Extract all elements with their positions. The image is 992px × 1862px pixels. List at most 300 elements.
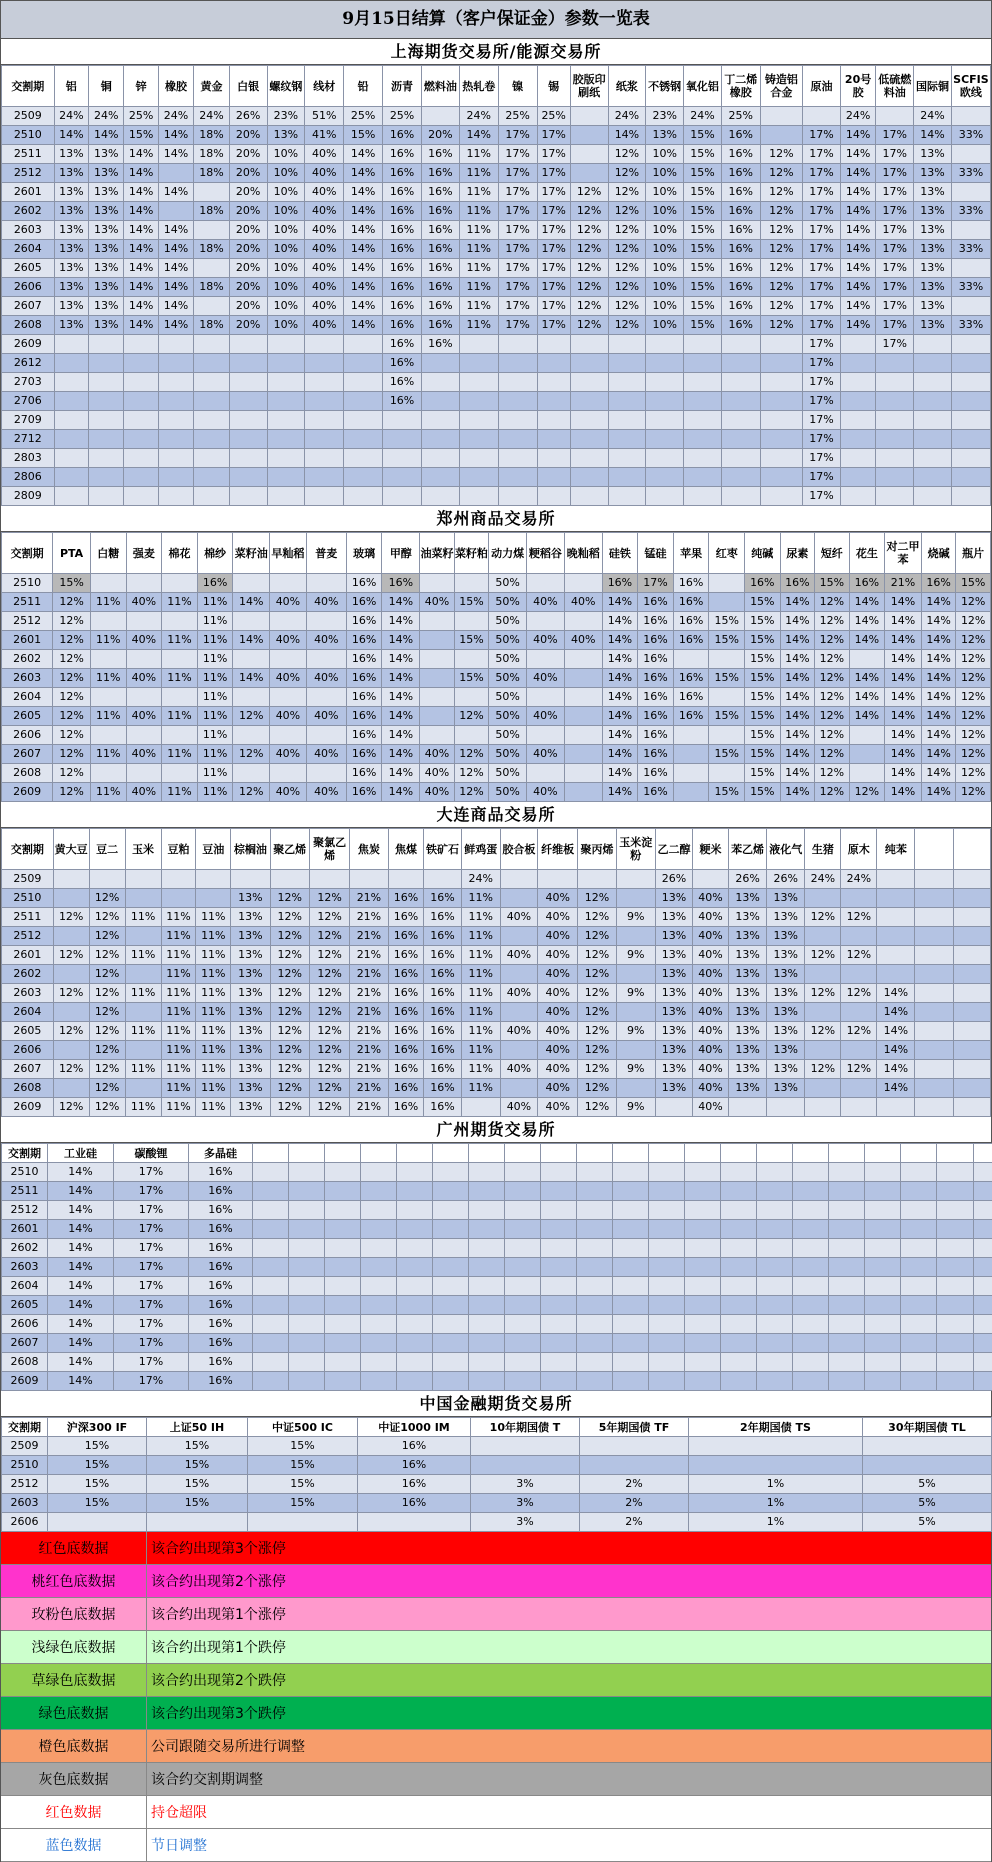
table-row <box>2 183 991 202</box>
margin-cell <box>793 1296 829 1315</box>
contract-month-cell: 2601 <box>2 946 54 965</box>
margin-cell: 12% <box>578 927 616 946</box>
column-header <box>974 1144 992 1163</box>
margin-cell: 12% <box>89 908 125 927</box>
margin-cell: 16% <box>383 202 422 221</box>
margin-cell <box>577 1201 613 1220</box>
margin-cell: 15% <box>745 688 781 707</box>
margin-cell <box>613 1201 649 1220</box>
margin-cell: 16% <box>673 669 709 688</box>
margin-cell <box>537 870 577 889</box>
margin-cell <box>937 1353 974 1372</box>
margin-cell: 12% <box>53 650 91 669</box>
margin-cell: 11% <box>161 1003 196 1022</box>
margin-cell: 12% <box>956 745 991 764</box>
margin-cell: 12% <box>270 965 309 984</box>
margin-cell <box>229 392 267 411</box>
legend-row <box>1 1631 991 1664</box>
margin-cell <box>841 927 877 946</box>
margin-cell <box>420 707 454 726</box>
margin-cell: 21% <box>350 1022 388 1041</box>
margin-cell: 12% <box>815 783 849 802</box>
margin-cell <box>974 1163 992 1182</box>
margin-cell: 13% <box>88 316 123 335</box>
margin-cell <box>805 889 841 908</box>
margin-cell: 20% <box>229 145 267 164</box>
margin-cell <box>757 1220 793 1239</box>
margin-cell: 12% <box>89 889 125 908</box>
margin-cell <box>325 1334 361 1353</box>
margin-cell: 16% <box>388 984 424 1003</box>
margin-cell <box>459 373 498 392</box>
margin-cell <box>147 1513 248 1532</box>
column-header: 玻璃 <box>346 533 382 574</box>
margin-cell: 11% <box>461 984 500 1003</box>
margin-cell <box>646 335 684 354</box>
margin-cell: 12% <box>89 1041 125 1060</box>
margin-cell: 11% <box>90 631 126 650</box>
margin-cell <box>937 1296 974 1315</box>
margin-cell: 50% <box>489 612 527 631</box>
margin-cell <box>270 764 307 783</box>
margin-cell: 40% <box>537 1098 577 1117</box>
margin-cell <box>397 1334 433 1353</box>
margin-cell: 24% <box>88 107 123 126</box>
margin-cell: 12% <box>270 1041 309 1060</box>
margin-cell <box>649 1372 685 1391</box>
margin-cell <box>915 1003 953 1022</box>
column-header: 豆二 <box>89 829 125 870</box>
margin-cell <box>325 1239 361 1258</box>
margin-cell: 12% <box>760 316 802 335</box>
margin-cell: 11% <box>197 593 233 612</box>
margin-cell <box>760 107 802 126</box>
column-header: 上证50 IH <box>147 1418 248 1437</box>
margin-cell <box>498 487 537 506</box>
margin-cell <box>541 1258 577 1277</box>
margin-cell: 15% <box>344 126 383 145</box>
margin-cell: 14% <box>780 764 814 783</box>
margin-cell <box>541 1163 577 1182</box>
margin-cell: 12% <box>815 707 849 726</box>
margin-cell: 14% <box>602 764 638 783</box>
margin-cell <box>805 927 841 946</box>
legend-description: 该合约出现第1个涨停 <box>147 1598 991 1630</box>
margin-cell <box>951 411 990 430</box>
margin-cell <box>267 392 305 411</box>
margin-cell <box>194 259 229 278</box>
table-row <box>2 202 991 221</box>
margin-cell <box>289 1182 325 1201</box>
margin-cell <box>500 889 537 908</box>
margin-cell: 10% <box>267 240 305 259</box>
margin-cell <box>757 1372 793 1391</box>
margin-cell: 14% <box>921 612 955 631</box>
margin-cell <box>126 612 162 631</box>
margin-cell <box>53 927 89 946</box>
margin-cell: 14% <box>885 650 922 669</box>
margin-cell: 14% <box>233 669 270 688</box>
margin-cell: 12% <box>309 889 349 908</box>
table-row <box>2 1041 991 1060</box>
margin-cell <box>253 1220 289 1239</box>
margin-cell <box>876 449 914 468</box>
margin-cell: 20% <box>229 259 267 278</box>
table-row <box>2 1513 992 1532</box>
margin-cell: 11% <box>125 1098 161 1117</box>
margin-cell: 16% <box>721 183 760 202</box>
margin-cell: 14% <box>840 221 875 240</box>
column-header: 动力煤 <box>489 533 527 574</box>
margin-cell <box>915 984 953 1003</box>
margin-cell <box>53 1003 89 1022</box>
margin-cell <box>469 1220 505 1239</box>
margin-cell: 13% <box>88 145 123 164</box>
margin-cell <box>953 908 990 927</box>
margin-cell: 40% <box>500 984 537 1003</box>
margin-cell: 11% <box>461 908 500 927</box>
margin-cell: 20% <box>422 126 460 145</box>
section-title: 大连商品交易所 <box>1 802 991 828</box>
margin-cell: 12% <box>53 1022 89 1041</box>
margin-cell <box>721 411 760 430</box>
margin-cell: 12% <box>805 1060 841 1079</box>
margin-cell: 40% <box>305 145 344 164</box>
margin-cell: 11% <box>162 707 198 726</box>
margin-cell <box>361 1277 397 1296</box>
table-row <box>2 259 991 278</box>
contract-month-cell: 2604 <box>2 688 53 707</box>
contract-month-cell: 2512 <box>2 927 54 946</box>
margin-cell: 16% <box>189 1182 253 1201</box>
margin-cell <box>649 1182 685 1201</box>
margin-cell <box>877 965 915 984</box>
margin-cell: 3% <box>471 1513 580 1532</box>
column-header: 液化气 <box>767 829 805 870</box>
column-header: 尿素 <box>780 533 814 574</box>
margin-cell: 12% <box>570 278 608 297</box>
margin-cell <box>608 449 646 468</box>
contract-month-cell: 2511 <box>2 1182 48 1201</box>
margin-cell <box>469 1258 505 1277</box>
margin-cell: 14% <box>48 1220 114 1239</box>
margin-cell: 13% <box>914 259 952 278</box>
margin-cell: 33% <box>951 240 990 259</box>
margin-cell <box>194 468 229 487</box>
table-row <box>2 1296 992 1315</box>
margin-cell: 33% <box>951 278 990 297</box>
margin-cell <box>325 1372 361 1391</box>
margin-cell <box>721 373 760 392</box>
margin-cell <box>876 430 914 449</box>
margin-cell: 16% <box>189 1372 253 1391</box>
margin-cell: 12% <box>454 783 488 802</box>
margin-cell: 40% <box>270 783 307 802</box>
margin-cell <box>974 1334 992 1353</box>
margin-cell <box>469 1277 505 1296</box>
margin-cell: 26% <box>767 870 805 889</box>
margin-cell <box>54 335 88 354</box>
margin-cell: 14% <box>382 631 420 650</box>
margin-cell: 15% <box>454 631 488 650</box>
margin-cell <box>613 1296 649 1315</box>
margin-cell: 13% <box>646 126 684 145</box>
margin-cell: 16% <box>422 202 460 221</box>
margin-cell <box>537 411 570 430</box>
legend-row <box>1 1532 991 1565</box>
margin-cell: 13% <box>54 145 88 164</box>
margin-cell: 13% <box>54 259 88 278</box>
margin-cell: 16% <box>346 574 382 593</box>
column-header: 苯乙烯 <box>728 829 766 870</box>
header-row <box>2 1144 992 1163</box>
margin-cell: 12% <box>89 1079 125 1098</box>
margin-cell <box>760 487 802 506</box>
margin-cell <box>53 1079 89 1098</box>
margin-cell: 13% <box>914 278 952 297</box>
margin-cell <box>646 392 684 411</box>
header-row <box>2 829 991 870</box>
margin-cell: 15% <box>684 316 722 335</box>
margin-cell <box>953 1079 990 1098</box>
margin-cell: 15% <box>684 240 722 259</box>
margin-cell: 12% <box>570 240 608 259</box>
margin-cell <box>126 764 162 783</box>
contract-month-cell: 2607 <box>2 297 55 316</box>
margin-cell: 14% <box>877 1022 915 1041</box>
margin-cell: 50% <box>489 574 527 593</box>
margin-cell: 17% <box>803 126 841 145</box>
margin-cell <box>54 487 88 506</box>
margin-cell: 16% <box>424 946 461 965</box>
margin-cell <box>901 1258 937 1277</box>
column-header: 沪深300 IF <box>48 1418 147 1437</box>
margin-cell <box>937 1201 974 1220</box>
margin-cell <box>865 1277 901 1296</box>
margin-cell <box>564 764 602 783</box>
legend-row <box>1 1565 991 1598</box>
margin-cell: 11% <box>161 1060 196 1079</box>
margin-cell: 14% <box>849 688 885 707</box>
margin-cell <box>267 411 305 430</box>
margin-cell <box>420 612 454 631</box>
margin-cell: 21% <box>885 574 922 593</box>
margin-table <box>1 65 991 506</box>
margin-cell <box>877 946 915 965</box>
margin-cell: 11% <box>461 965 500 984</box>
table-row <box>2 487 991 506</box>
margin-cell <box>306 612 346 631</box>
margin-cell: 17% <box>537 145 570 164</box>
margin-cell <box>841 1041 877 1060</box>
margin-cell <box>685 1315 721 1334</box>
margin-cell <box>233 650 270 669</box>
margin-cell: 13% <box>231 1098 270 1117</box>
margin-cell: 16% <box>422 183 460 202</box>
margin-cell: 25% <box>124 107 158 126</box>
margin-cell: 15% <box>709 707 745 726</box>
margin-cell <box>361 1334 397 1353</box>
margin-cell: 14% <box>382 764 420 783</box>
margin-cell: 14% <box>48 1258 114 1277</box>
margin-cell <box>728 1098 766 1117</box>
margin-cell: 11% <box>125 1022 161 1041</box>
margin-cell <box>53 889 89 908</box>
margin-cell: 40% <box>305 164 344 183</box>
margin-cell <box>803 107 841 126</box>
margin-cell <box>89 870 125 889</box>
margin-cell <box>90 688 126 707</box>
margin-cell <box>689 1437 863 1456</box>
margin-cell: 24% <box>805 870 841 889</box>
margin-cell: 40% <box>537 1060 577 1079</box>
margin-cell: 12% <box>815 764 849 783</box>
margin-cell <box>684 392 722 411</box>
margin-cell <box>564 707 602 726</box>
margin-cell: 12% <box>956 707 991 726</box>
margin-cell: 14% <box>48 1296 114 1315</box>
margin-cell: 12% <box>270 908 309 927</box>
contract-month-cell: 2606 <box>2 1315 48 1334</box>
margin-cell <box>422 468 460 487</box>
margin-cell: 15% <box>684 202 722 221</box>
margin-cell <box>793 1353 829 1372</box>
margin-cell: 16% <box>346 650 382 669</box>
margin-cell: 14% <box>602 707 638 726</box>
margin-cell <box>685 1334 721 1353</box>
margin-cell <box>840 373 875 392</box>
margin-cell: 14% <box>921 593 955 612</box>
table-row <box>2 574 991 593</box>
margin-cell <box>757 1163 793 1182</box>
margin-cell <box>505 1163 541 1182</box>
margin-cell: 15% <box>745 669 781 688</box>
margin-cell: 12% <box>815 631 849 650</box>
margin-cell: 13% <box>914 164 952 183</box>
table-row <box>2 126 991 145</box>
column-header: 红枣 <box>709 533 745 574</box>
margin-cell <box>541 1353 577 1372</box>
margin-cell: 11% <box>461 1041 500 1060</box>
margin-cell: 40% <box>420 745 454 764</box>
margin-cell: 13% <box>655 1041 692 1060</box>
margin-cell <box>361 1315 397 1334</box>
column-header <box>577 1144 613 1163</box>
margin-cell: 16% <box>358 1494 471 1513</box>
margin-cell: 17% <box>537 164 570 183</box>
margin-cell: 11% <box>459 278 498 297</box>
margin-cell: 12% <box>454 764 488 783</box>
column-header <box>469 1144 505 1163</box>
margin-cell <box>305 354 344 373</box>
margin-cell: 40% <box>270 669 307 688</box>
margin-cell: 12% <box>956 593 991 612</box>
margin-cell: 16% <box>189 1353 253 1372</box>
margin-cell <box>937 1334 974 1353</box>
header-row <box>2 66 991 107</box>
margin-cell: 12% <box>841 984 877 1003</box>
margin-cell <box>564 574 602 593</box>
margin-cell: 10% <box>267 297 305 316</box>
margin-cell <box>500 1041 537 1060</box>
column-header: 中证500 IC <box>248 1418 358 1437</box>
margin-cell <box>865 1334 901 1353</box>
margin-cell: 40% <box>500 1022 537 1041</box>
margin-cell <box>459 335 498 354</box>
margin-cell <box>914 335 952 354</box>
margin-cell: 16% <box>638 631 674 650</box>
margin-cell: 13% <box>231 908 270 927</box>
margin-cell <box>325 1296 361 1315</box>
contract-month-cell: 2510 <box>2 1163 48 1182</box>
margin-cell: 13% <box>54 240 88 259</box>
margin-cell: 14% <box>877 1041 915 1060</box>
margin-cell: 17% <box>498 164 537 183</box>
column-header: 菜籽粕 <box>454 533 488 574</box>
margin-cell: 16% <box>197 574 233 593</box>
margin-cell <box>125 1041 161 1060</box>
margin-cell <box>270 612 307 631</box>
margin-cell: 13% <box>88 240 123 259</box>
margin-cell: 20% <box>229 164 267 183</box>
margin-cell: 17% <box>498 297 537 316</box>
margin-cell <box>865 1163 901 1182</box>
margin-cell <box>229 449 267 468</box>
margin-cell <box>685 1372 721 1391</box>
margin-cell: 12% <box>578 965 616 984</box>
margin-cell: 11% <box>90 745 126 764</box>
column-header: 瓶片 <box>956 533 991 574</box>
margin-cell: 12% <box>309 946 349 965</box>
margin-cell: 11% <box>461 1003 500 1022</box>
column-header: 胶合板 <box>500 829 537 870</box>
margin-cell: 1% <box>689 1475 863 1494</box>
margin-cell: 13% <box>767 927 805 946</box>
table-row <box>2 373 991 392</box>
margin-cell <box>649 1315 685 1334</box>
margin-cell: 14% <box>602 688 638 707</box>
margin-cell: 40% <box>305 278 344 297</box>
margin-cell <box>422 430 460 449</box>
margin-cell <box>344 449 383 468</box>
margin-cell: 40% <box>126 783 162 802</box>
margin-cell: 12% <box>53 1098 89 1117</box>
margin-cell: 14% <box>921 650 955 669</box>
legend-description: 持仓超限 <box>147 1796 991 1828</box>
table-row <box>2 1220 992 1239</box>
margin-cell <box>901 1182 937 1201</box>
column-header: 聚丙烯 <box>578 829 616 870</box>
margin-cell <box>865 1296 901 1315</box>
margin-cell <box>709 764 745 783</box>
margin-cell: 12% <box>53 946 89 965</box>
margin-cell: 12% <box>760 259 802 278</box>
margin-cell <box>397 1296 433 1315</box>
legend-description: 该合约交割期调整 <box>147 1763 991 1795</box>
legend-label: 浅绿色底数据 <box>1 1631 147 1663</box>
margin-cell <box>577 1296 613 1315</box>
margin-cell: 16% <box>638 745 674 764</box>
margin-cell: 21% <box>350 946 388 965</box>
margin-cell <box>721 487 760 506</box>
margin-cell <box>124 411 158 430</box>
margin-cell: 12% <box>760 297 802 316</box>
margin-cell: 40% <box>126 707 162 726</box>
margin-cell: 12% <box>270 946 309 965</box>
margin-cell <box>577 1258 613 1277</box>
margin-cell <box>305 335 344 354</box>
margin-cell <box>721 430 760 449</box>
